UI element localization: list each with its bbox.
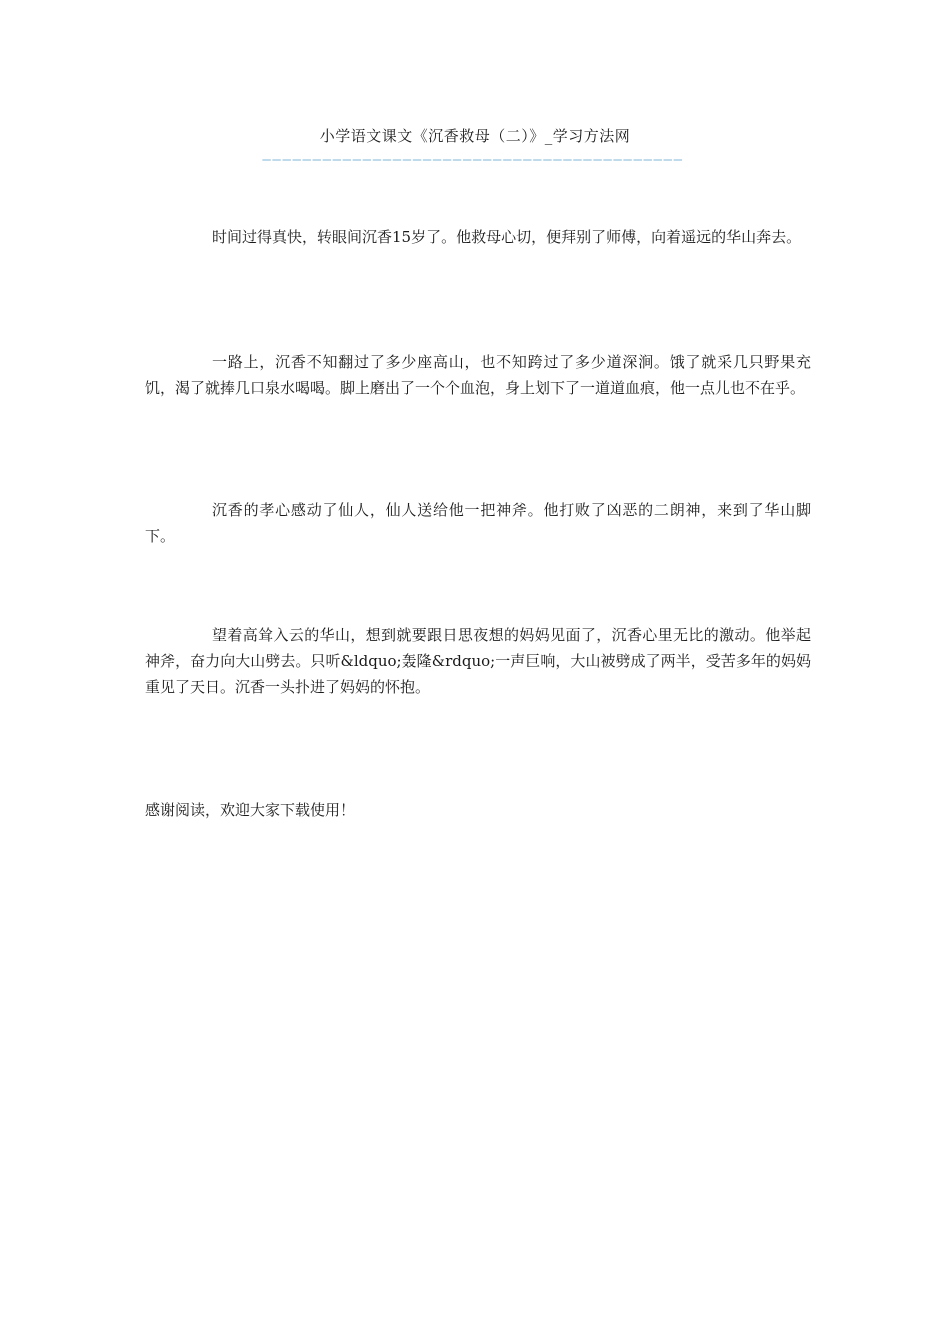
paragraph-4: 望着高耸入云的华山，想到就要跟日思夜想的妈妈见面了，沉香心里无比的激动。他举起神斧，奋力向大山劈去。只听&ldquo;轰隆&rdquo;一声巨响，大山被劈成了两半，受苦多年的妈妈重见了天日。沉香一头扑进了妈妈的怀抱。 [145,626,811,696]
closing-note: 感谢阅读，欢迎大家下载使用！ [145,801,356,819]
paragraph-1: 时间过得真快，转眼间沉香15岁了。他救母心切，便拜别了师傅，向着遥远的华山奔去。 [212,228,802,246]
title-divider: —————————————————————————————————————————— [262,152,684,168]
document-title: 小学语文课文《沉香救母（二）》_学习方法网 [319,127,631,145]
paragraph-3: 沉香的孝心感动了仙人，仙人送给他一把神斧。他打败了凶恶的二朗神，来到了华山脚下。 [145,501,811,545]
paragraph-2: 一路上，沉香不知翻过了多少座高山，也不知跨过了多少道深涧。饿了就采几只野果充饥，渴了就捧几口泉水喝喝。脚上磨出了一个个血泡，身上划下了一道道血痕，他一点儿也不在乎。 [145,353,811,397]
